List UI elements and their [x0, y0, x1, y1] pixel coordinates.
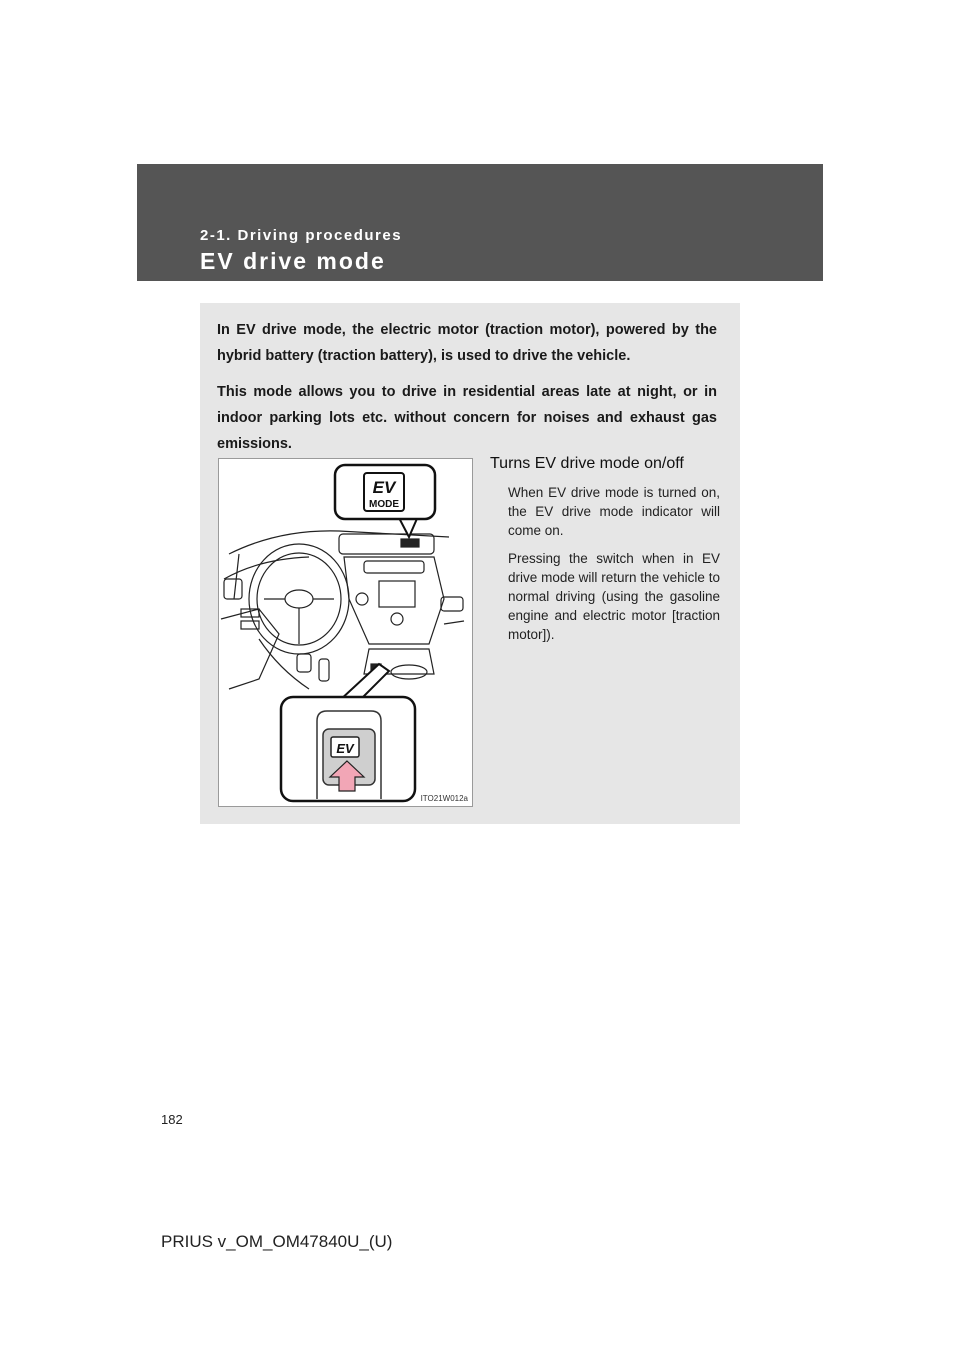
dashboard-illustration: [218, 458, 473, 807]
description-block: [490, 455, 720, 653]
description-paragraph-1: When EV drive mode is turned on, the EV drive mode indicator will come on.: [508, 485, 720, 538]
intro-paragraph-1: In EV drive mode, the electric motor (traction motor), powered by the hybrid battery (traction battery), is used to drive the vehicle.: [217, 322, 717, 364]
section-label: 2-1. Driving procedures: [200, 227, 403, 244]
section-header: [137, 164, 823, 281]
ev-mode-label: EV: [372, 478, 396, 497]
ev-button-label: EV: [336, 741, 354, 756]
page-title: EV drive mode: [200, 248, 386, 274]
document-code: PRIUS v_OM_OM47840U_(U): [161, 1232, 393, 1251]
page-number: 182: [161, 1112, 183, 1127]
description-paragraph-2: Pressing the switch when in EV drive mode will return the vehicle to normal driving (using the gasoline engine and electric motor [traction motor]).: [508, 551, 720, 642]
figure-code: ITO21W012a: [420, 794, 468, 803]
content-panel: [200, 303, 740, 824]
description-heading: Turns EV drive mode on/off: [490, 455, 684, 472]
dashboard-drawing: [219, 459, 472, 806]
intro-text: [217, 317, 717, 467]
description-body: [508, 483, 720, 644]
ev-mode-sublabel: MODE: [369, 499, 399, 510]
intro-paragraph-2: This mode allows you to drive in residential areas late at night, or in indoor parking lots etc. without concern for noises and exhaust gas emissions.: [217, 384, 717, 452]
